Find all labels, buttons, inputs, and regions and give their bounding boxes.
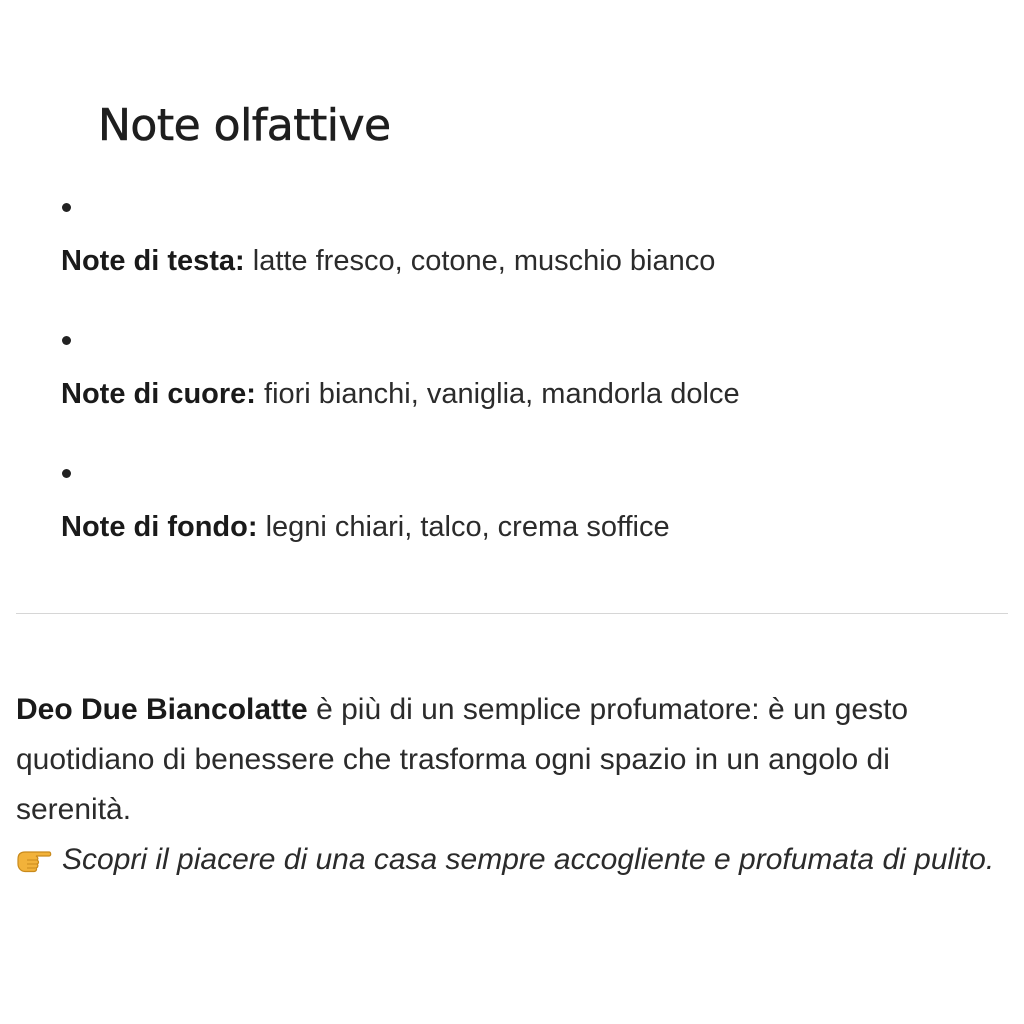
note-label: Note di cuore: [61, 378, 256, 410]
product-description [16, 685, 1006, 835]
note-text [61, 241, 715, 281]
note-value: latte fresco, cotone, muschio bianco [244, 245, 716, 277]
note-label: Note di testa: [61, 245, 245, 277]
note-value: legni chiari, talco, crema soffice [257, 511, 670, 543]
note-value: fiori bianchi, vaniglia, mandorla dolce [255, 378, 740, 410]
bullet-icon [62, 336, 71, 345]
call-to-action [16, 835, 1006, 885]
description-text: è più di un semplice profumatore: è un gesto quotidiano di benessere che trasforma ogni spazio in un angolo di serenità. [16, 693, 909, 826]
section-divider [16, 613, 1008, 614]
page-title: Note olfattive [98, 100, 391, 151]
note-text [61, 507, 670, 547]
bullet-icon [62, 203, 71, 212]
note-label: Note di fondo: [61, 511, 258, 543]
pointing-hand-icon [16, 839, 52, 867]
cta-text: Scopri il piacere di una casa sempre accogliente e profumata di pulito. [62, 843, 995, 876]
product-name: Deo Due Biancolatte [16, 693, 308, 726]
bullet-icon [62, 469, 71, 478]
note-text [61, 374, 740, 414]
